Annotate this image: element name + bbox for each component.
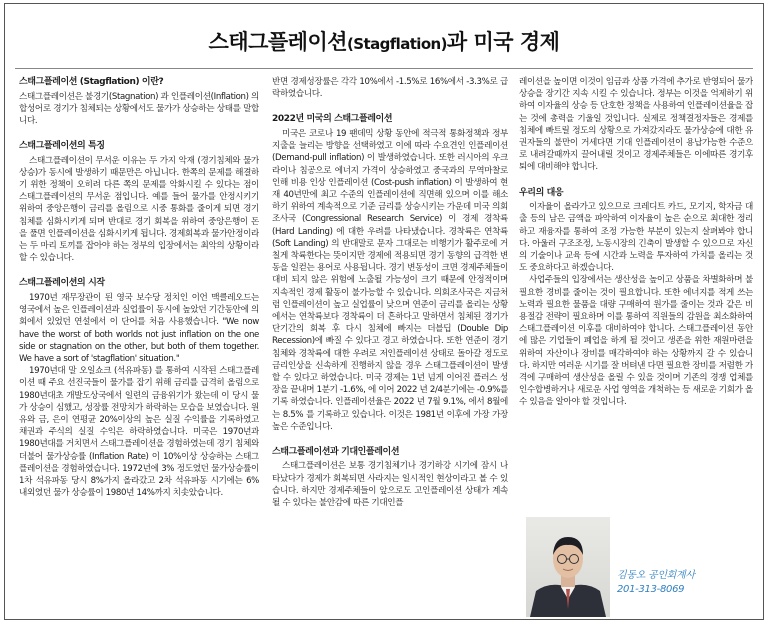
author-name: 김동오 공인회계사 <box>617 570 695 581</box>
section-heading: 스태그플레이션 (Stagflation) 이란? <box>19 77 164 87</box>
paragraph: 레이션을 높이면 이것이 임금과 상품 가격에 추가로 반영되어 물가상승을 장기간 지속 시킬 수 있습니다. 정부는 이것을 억제하기 위하여 이자율의 상승 등 단호한 정책을 사용하여 인플레이션율을 잡는 것에 총력을 기울일 것입니다. 실제로 정책결정자들은 경제를 침체에 빠트릴 정도의 상황으로 가져갔지라도 물가상승에 대한 유권자들의 불만이 거세다면 기대 인플레이션이 용납가능한 수준으로 내려갈때까지 끌어내릴 것이고 경제주체들은 이에따른 경기후퇴에 대비해야 합니다. <box>519 77 753 173</box>
section-heading: 2022년 미국의 스태그플레이션 <box>272 114 393 125</box>
title-divider <box>15 68 753 69</box>
author-byline <box>617 569 695 597</box>
paragraph: 1970년대 말 오일쇼크 (석유파동) 를 통하여 시작된 스태그플레이션 때 주요 선진국들이 물가를 잡기 위해 금리를 급격히 올림으로 1980년대초 개발도상국에서 일련의 금융위기가 왔는데 이 당시 물가 상승이 심했고, 성장률 전망치가 하락하는 모습을 보였습니다. 원유와 금, 은이 연평균 20%이상의 높은 실질 수익률을 기록하였고 채권과 주식의 실질 수익은 하락하였습니다. 미국은 1970년과 1980년대를 거치면서 스태그플레이션을 경험하였는데 경기 침체와 더불어 물가상승률 (Inflation Rate) 이 10%이상 상승하는 스태그플레이션을 경험하였습니다. 1972년에 3% 정도였던 물가상승률이 1차 석유파동 당시 8%가지 올라갔고 2차 석유파동 시기에는 6% 내외였던 물가 상승률이 1980년 14%까지 치솟았습니다. <box>19 366 259 499</box>
column-1 <box>19 76 259 608</box>
section-heading: 스태그플레이션의 시작 <box>19 278 105 289</box>
paragraph: 1970년 재무장관이 된 영국 보수당 정치인 이언 맥클레오드는 영국에서 높은 인플레이션과 실업률이 동시에 높았던 기간동안에 의회에서 있었던 연설에서 이 단어를 처음 사용했습니다. "We now have the worst of both worlds not just inflation on the one side or stagnation on the other, but both of them together. We have a sort of 'stagflation' situation." <box>19 292 259 364</box>
author-photo <box>526 517 610 617</box>
paragraph: 미국은 코로나 19 팬데믹 상황 동안에 적극적 통화정책과 정부지출을 늘리는 방향을 선택하였고 이에 따라 수요견인 인플레이션 (Demand-pull inflation) 이 발생하였습니다. 또한 러시아의 우크라이나 침공으로 에너지 가격이 상승하였고 중국과의 무역마찰로 인해 비용 인상 인플레이션 (Cost-push inflation) 이 발생하여 현재 40년만에 최고 수준의 인플레이션에 직면해 있으며 이를 해소하기 위하여 계속적으로 기준 금리를 상승시키는 가운데 미국 의회조사국 (Congressional Research Service) 이 경제 경착륙 (Hard Landing) 에 대한 우려를 나타냈습니다. 경착륙은 연착륙 (Soft Landing) 의 반대말로 문자 그대로는 비행기가 활주로에 거칠게 착륙한다는 뜻이지만 경제에 적용되면 경기 동향의 급격한 변동을 일컫는 용어로 사용됩니다. 경기 변동성이 크면 경제주체들이 대비 되지 않은 위험에 노출될 가능성이 크기 때문에 안정적이며 지속적인 경제 활동이 불가능할 수 있습니다. 의회조사국은 지금처럼 인플레이션이 높고 실업률이 낮으며 연준이 금리를 올리는 상황에서는 연착륙보다 경착륙이 더 흔하다고 말하면서 침체된 경기가 단기간의 회복 후 다시 침체에 빠지는 더블딥 (Double Dip Recession)에 빠질 수 있다고 경고 하였습니다. 또한 연준이 경기침체와 경착륙에 대한 우려로 저인플레이션 상태로 돌아갈 정도로 금리인상을 신속하게 진행하지 않을 경우 스태그플레이션이 발생할 수 있다고 하였습니다. 미국 경제는 1년 넘게 이어진 플러스 성장을 끝내며 1분기 -1.6%, 에 이어 2022 년 2/4분기에는 -0.9%를 기록 하였습니다. 인플레이션율은 2022 년 7월 9.1%, 에서 8월에는 8.5% 를 기록하고 있습니다. 이것은 1981년 이후에 가장 가장 높은 수준입니다. <box>272 128 508 432</box>
paragraph: 사업주들의 입장에서는 생산성을 높이고 상품을 차별화하며 불필요한 경비를 줄이는 것이 필요합니다. 또한 에너지를 적게 쓰는 노력과 필요한 물품을 대량 구매하여 원가를 줄이는 것과 같은 비용절감 전략이 필요하며 이를 통하여 직원들의 감원을 최소화하여 스태그플레이션 이후를 대비하여야 합니다. 스태그플레이션 동안에 많은 기업들이 폐업을 하게 될 것이고 생존을 위한 재원마련을 위하여 자산이나 장비를 매각하여야 하는 상황까지 갈 수 있습니다. 하지만 여러운 시기를 잘 버텨낸 다면 필요한 장비를 저렴한 가격에 구매하여 생산성을 올릴 수 있을 것이며 기존의 경쟁 업체를 인수합병하거나 새로운 사업 영역을 개척하는 등 새로운 기회가 올 수 있음을 알아야 할 것입니다. <box>519 275 753 408</box>
paragraph: 이자율이 올라가고 있으므로 크레디트 카드, 모기지, 학자금 대출 등의 남은 금액을 파악하여 이자율이 높은 순으로 최대한 정리하고 재융자를 통하여 조정 가능한 부분이 있는지 살펴봐야 합니다. 아울러 구조조정, 노동시장의 긴축이 발생할 수 있으므로 자신의 기술이나 교육 등에 시간과 노력을 투자하여 가치를 올리는 것도 중요하다고 하겠습니다. <box>519 202 753 274</box>
author-phone: 201-313-8069 <box>617 584 685 595</box>
section-heading: 우리의 대응 <box>519 187 564 198</box>
paragraph: 반면 경제성장률은 각각 10%에서 -1.5%로 16%에서 -3.3%로 급락하였습니다. <box>272 77 508 100</box>
article-page <box>4 3 764 620</box>
article-title: 스태그플레이션(Stagflation)과 미국 경제 <box>208 30 560 54</box>
paragraph: 스태그플레이션은 보통 경기침체기나 경기하강 시기에 잠시 나타났다가 경제가 회복되면 사라지는 일시적인 현상이라고 볼 수 있습니다. 하지만 경제주체들이 앞으로도 고인플레이션 상태가 계속될 수 있다는 불안감에 따른 기대인플 <box>272 461 508 509</box>
paragraph: 스태그플레이션은 불경기(Stagnation) 과 인플레이션(Inflation) 의 합성어로 경기가 침체되는 상황에서도 물가가 상승하는 상태를 말합니다. <box>19 91 259 126</box>
section-heading: 스태그플레이션과 기대인플레이션 <box>272 446 400 457</box>
paragraph: 스태그플레이션이 무서운 이유는 두 가지 악재 (경기침체와 물가상승)가 동시에 발생하기 때문만은 아닙니다. 한쪽의 문제를 해결하기 위한 정책이 오히려 다른 쪽의 문제를 악화시킬 수 있다는 점이 스태그플레이션의 무서운 점입니다. 예를 들어 물가를 안정시키기 위하여 중앙은행이 금리를 올림으로 시중 통화를 줄이게 되면 경기침체를 심화시키게 되며 반대로 경기 회복을 위하여 중앙은행이 돈을 풀면 인플레이션을 심화시키게 됩니다. 경제회복과 물가안정이라는 두 마리 토끼를 잡아야 하는 정부의 입장에서는 최악의 상황이라 할 수 있습니다. <box>19 155 259 264</box>
column-2 <box>272 76 508 608</box>
section-heading: 스태그플레이션의 특징 <box>19 141 105 152</box>
column-3 <box>519 76 753 456</box>
author-portrait-icon <box>526 517 610 617</box>
